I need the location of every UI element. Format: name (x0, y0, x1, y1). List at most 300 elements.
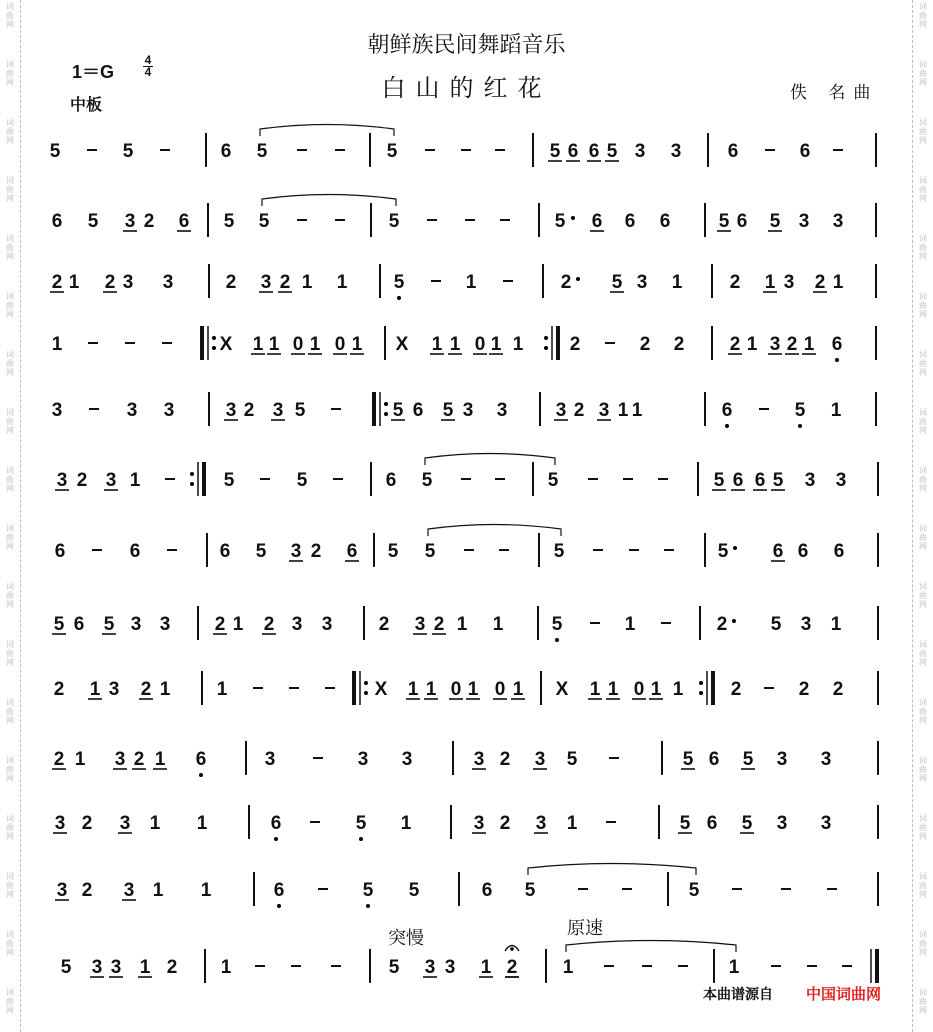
note-number: 3 (424, 957, 436, 978)
note-number: 6 (385, 470, 397, 491)
note-number: 6 (220, 141, 232, 162)
note-number: 1 (631, 400, 643, 421)
note-number: 3 (835, 470, 847, 491)
note-number: 5 (606, 141, 618, 162)
slur-tie (262, 195, 396, 207)
note-number: 3 (357, 749, 369, 770)
note-number: 6 (54, 541, 66, 562)
note-number: 3 (634, 141, 646, 162)
note-number: 3 (636, 272, 648, 293)
repeat-dot (364, 681, 368, 685)
note-number: 1 (456, 614, 468, 635)
note-number: 5 (442, 400, 454, 421)
note-number: 5 (554, 211, 566, 232)
note-number: 3 (800, 614, 812, 635)
note-number: 6 (591, 211, 603, 232)
note-number: 5 (611, 272, 623, 293)
note-number: 6 (772, 541, 784, 562)
percussion-mark: X (395, 334, 409, 355)
note-number: 5 (772, 470, 784, 491)
note-number: 2 (166, 957, 178, 978)
note-number: 1 (51, 334, 63, 355)
slur-tie (260, 125, 394, 137)
note-number: 2 (814, 272, 826, 293)
watermark-text: 词 曲 网 (6, 118, 14, 145)
watermark-text: 词 曲 网 (6, 60, 14, 87)
note-number: 1 (607, 679, 619, 700)
note-number: 1 (159, 679, 171, 700)
lower-octave-dot (277, 904, 281, 908)
note-number: 1 (589, 679, 601, 700)
note-number: 1 (562, 957, 574, 978)
note-number: 6 (588, 141, 600, 162)
source-site-link[interactable]: 中国词曲网 (806, 985, 882, 1003)
note-number: 6 (412, 400, 424, 421)
note-number: 6 (51, 211, 63, 232)
note-number: 3 (123, 880, 135, 901)
note-number: 3 (769, 334, 781, 355)
repeat-dot (544, 346, 548, 350)
note-number: 3 (462, 400, 474, 421)
note-number: 3 (670, 141, 682, 162)
note-number: 2 (263, 614, 275, 635)
note-number: 5 (387, 541, 399, 562)
note-number: 0 (474, 334, 486, 355)
repeat-dot (212, 336, 216, 340)
note-number: 6 (195, 749, 207, 770)
note-number: 5 (717, 541, 729, 562)
note-number: 1 (830, 614, 842, 635)
note-number: 3 (820, 813, 832, 834)
note-number: 1 (196, 813, 208, 834)
note-number: 1 (68, 272, 80, 293)
note-number: 1 (566, 813, 578, 834)
note-number: 3 (163, 400, 175, 421)
note-number: 5 (682, 749, 694, 770)
note-number: 6 (659, 211, 671, 232)
note-number: 3 (126, 400, 138, 421)
watermark-text: 词 曲 网 (6, 582, 14, 609)
note-number: 5 (362, 880, 374, 901)
lower-octave-dot (274, 837, 278, 841)
note-number: 1 (200, 880, 212, 901)
note-number: 5 (551, 614, 563, 635)
note-number: 1 (216, 679, 228, 700)
note-number: 6 (567, 141, 579, 162)
note-number: 2 (104, 272, 116, 293)
note-number: 2 (730, 679, 742, 700)
note-number: 3 (291, 614, 303, 635)
watermark-text: 词 曲 网 (919, 292, 927, 319)
note-number: 3 (124, 211, 136, 232)
note-number: 2 (51, 272, 63, 293)
note-number: 3 (414, 614, 426, 635)
watermark-text: 词 曲 网 (6, 698, 14, 725)
note-number: 2 (243, 400, 255, 421)
note-number: 1 (74, 749, 86, 770)
source-label: 本曲谱源自 (703, 987, 773, 1003)
note-number: 1 (512, 334, 524, 355)
note-number: 1 (336, 272, 348, 293)
note-number: 3 (162, 272, 174, 293)
note-number: 1 (400, 813, 412, 834)
note-number: 2 (310, 541, 322, 562)
note-number: 2 (76, 470, 88, 491)
watermark-text: 词 曲 网 (919, 698, 927, 725)
note-number: 3 (401, 749, 413, 770)
note-number: 6 (831, 334, 843, 355)
note-number: 6 (833, 541, 845, 562)
note-number: 5 (566, 749, 578, 770)
note-number: 1 (746, 334, 758, 355)
lower-octave-dot (366, 904, 370, 908)
note-number: 2 (214, 614, 226, 635)
note-number: 6 (797, 541, 809, 562)
note-number: 3 (105, 470, 117, 491)
note-number: 5 (256, 141, 268, 162)
note-number: 2 (798, 679, 810, 700)
repeat-dot (699, 681, 703, 685)
note-number: 3 (110, 957, 122, 978)
repeat-dot (212, 346, 216, 350)
note-number: 6 (273, 880, 285, 901)
note-number: 2 (729, 272, 741, 293)
note-number: 3 (51, 400, 63, 421)
slur-tie (425, 454, 555, 466)
note-number: 3 (832, 211, 844, 232)
note-number: 3 (56, 880, 68, 901)
note-number: 6 (736, 211, 748, 232)
note-number: 5 (255, 541, 267, 562)
note-number: 2 (573, 400, 585, 421)
lower-octave-dot (835, 358, 839, 362)
note-number: 0 (450, 679, 462, 700)
percussion-mark: X (374, 679, 388, 700)
note-number: 5 (386, 141, 398, 162)
note-number: 3 (776, 813, 788, 834)
watermark-text: 词 曲 网 (6, 524, 14, 551)
note-number: 3 (598, 400, 610, 421)
note-number: 1 (624, 614, 636, 635)
note-number: 6 (481, 880, 493, 901)
note-number: 5 (408, 880, 420, 901)
note-number: 2 (560, 272, 572, 293)
watermark-text: 词 曲 网 (919, 756, 927, 783)
note-number: 1 (252, 334, 264, 355)
note-number: 1 (220, 957, 232, 978)
note-number: 1 (309, 334, 321, 355)
note-number: 1 (89, 679, 101, 700)
note-number: 3 (804, 470, 816, 491)
note-number: 5 (388, 211, 400, 232)
slur-tie (528, 864, 696, 876)
note-number: 3 (264, 749, 276, 770)
note-number: 3 (54, 813, 66, 834)
note-number: 5 (770, 614, 782, 635)
note-number: 1 (154, 749, 166, 770)
note-number: 5 (741, 813, 753, 834)
note-number: 1 (803, 334, 815, 355)
note-number: 0 (494, 679, 506, 700)
percussion-mark: X (555, 679, 569, 700)
note-number: 5 (87, 211, 99, 232)
note-number: 3 (91, 957, 103, 978)
note-number: 6 (706, 813, 718, 834)
note-number: 6 (727, 141, 739, 162)
note-number: 5 (60, 957, 72, 978)
note-number: 5 (794, 400, 806, 421)
augmentation-dot (576, 277, 580, 281)
note-number: 2 (729, 334, 741, 355)
note-number: 2 (140, 679, 152, 700)
note-number: 1 (728, 957, 740, 978)
note-number: 1 (139, 957, 151, 978)
note-number: 3 (473, 813, 485, 834)
note-number: 6 (219, 541, 231, 562)
watermark-text: 词 曲 网 (6, 350, 14, 377)
note-number: 3 (225, 400, 237, 421)
note-number: 1 (232, 614, 244, 635)
note-number: 1 (764, 272, 776, 293)
note-number: 2 (569, 334, 581, 355)
note-number: 5 (688, 880, 700, 901)
note-number: 3 (798, 211, 810, 232)
repeat-dot (190, 472, 194, 476)
note-number: 3 (776, 749, 788, 770)
note-number: 3 (119, 813, 131, 834)
watermark-text: 词 曲 网 (919, 872, 927, 899)
lower-octave-dot (359, 837, 363, 841)
note-number: 2 (832, 679, 844, 700)
note-number: 1 (431, 334, 443, 355)
lower-octave-dot (199, 773, 203, 777)
note-number: 5 (296, 470, 308, 491)
note-number: 2 (279, 272, 291, 293)
percussion-mark: X (219, 334, 233, 355)
note-number: 3 (444, 957, 456, 978)
watermark-text: 词 曲 网 (919, 524, 927, 551)
note-number: 5 (392, 400, 404, 421)
note-number: 2 (499, 813, 511, 834)
repeat-dot (384, 402, 388, 406)
note-number: 5 (769, 211, 781, 232)
note-number: 5 (524, 880, 536, 901)
note-number: 3 (272, 400, 284, 421)
watermark-text: 词 曲 网 (6, 814, 14, 841)
repeat-dot (384, 412, 388, 416)
watermark-text: 词 曲 网 (919, 930, 927, 957)
note-number: 2 (378, 614, 390, 635)
note-number: 1 (671, 272, 683, 293)
note-number: 3 (534, 749, 546, 770)
note-number: 5 (421, 470, 433, 491)
note-number: 1 (351, 334, 363, 355)
note-number: 3 (321, 614, 333, 635)
watermark-text: 词 曲 网 (6, 872, 14, 899)
note-number: 3 (473, 749, 485, 770)
note-number: 5 (223, 470, 235, 491)
watermark-text: 词 曲 网 (919, 176, 927, 203)
watermark-text: 词 曲 网 (919, 350, 927, 377)
watermark-text: 词 曲 网 (6, 176, 14, 203)
note-number: 6 (799, 141, 811, 162)
note-number: 6 (270, 813, 282, 834)
note-number: 5 (49, 141, 61, 162)
note-number: 1 (650, 679, 662, 700)
note-number: 2 (225, 272, 237, 293)
watermark-text: 词 曲 网 (6, 2, 14, 29)
note-number: 3 (555, 400, 567, 421)
note-number: 5 (718, 211, 730, 232)
watermark-text: 词 曲 网 (6, 408, 14, 435)
key-signature: 1＝G (72, 62, 115, 82)
song-title: 朝鲜族民间舞蹈音乐 (367, 33, 566, 58)
note-number: 5 (258, 211, 270, 232)
note-number: 6 (732, 470, 744, 491)
note-number: 5 (388, 957, 400, 978)
note-number: 1 (301, 272, 313, 293)
note-number: 2 (143, 211, 155, 232)
note-number: 5 (355, 813, 367, 834)
watermark-text: 词 曲 网 (6, 988, 14, 1015)
note-number: 2 (786, 334, 798, 355)
lower-octave-dot (725, 424, 729, 428)
note-number: 2 (506, 957, 518, 978)
note-number: 1 (467, 679, 479, 700)
slur-tie (566, 941, 736, 953)
watermark-text: 词 曲 网 (919, 640, 927, 667)
note-number: 1 (425, 679, 437, 700)
note-number: 5 (103, 614, 115, 635)
note-number: 2 (433, 614, 445, 635)
note-number: 1 (149, 813, 161, 834)
slur-tie (428, 525, 561, 537)
note-number: 1 (449, 334, 461, 355)
watermark-text: 词 曲 网 (919, 234, 927, 261)
note-number: 5 (223, 211, 235, 232)
note-number: 3 (496, 400, 508, 421)
note-number: 0 (334, 334, 346, 355)
note-number: 1 (832, 272, 844, 293)
note-number: 1 (129, 470, 141, 491)
note-number: 1 (268, 334, 280, 355)
note-number: 5 (553, 541, 565, 562)
note-number: 2 (716, 614, 728, 635)
watermark-text: 词 曲 网 (6, 640, 14, 667)
note-number: 5 (547, 470, 559, 491)
note-number: 5 (424, 541, 436, 562)
note-number: 6 (708, 749, 720, 770)
time-signature-bottom: 4 (144, 65, 152, 79)
watermark-text: 词 曲 网 (919, 408, 927, 435)
watermark-text: 词 曲 网 (6, 930, 14, 957)
note-number: 2 (53, 679, 65, 700)
note-number: 3 (56, 470, 68, 491)
watermark-text: 词 曲 网 (919, 582, 927, 609)
note-number: 2 (133, 749, 145, 770)
note-number: 5 (294, 400, 306, 421)
note-number: 3 (290, 541, 302, 562)
note-number: 2 (53, 749, 65, 770)
watermark-text: 词 曲 网 (6, 234, 14, 261)
time-signature-top: 4 (144, 53, 152, 67)
note-number: 2 (499, 749, 511, 770)
note-number: 1 (512, 679, 524, 700)
note-number: 0 (633, 679, 645, 700)
repeat-dot (364, 691, 368, 695)
watermark-text: 词 曲 网 (919, 60, 927, 87)
note-number: 5 (122, 141, 134, 162)
note-number: 6 (178, 211, 190, 232)
note-number: 6 (721, 400, 733, 421)
original-tempo-annotation: 原速 (567, 918, 603, 939)
watermark-text: 词 曲 网 (6, 466, 14, 493)
augmentation-dot (733, 546, 737, 550)
note-number: 2 (639, 334, 651, 355)
note-number: 3 (820, 749, 832, 770)
note-number: 3 (535, 813, 547, 834)
note-number: 2 (673, 334, 685, 355)
note-number: 3 (260, 272, 272, 293)
repeat-dot (699, 691, 703, 695)
augmentation-dot (732, 619, 736, 623)
note-number: 2 (81, 813, 93, 834)
watermark-text: 词 曲 网 (6, 756, 14, 783)
augmentation-dot (571, 216, 575, 220)
note-number: 6 (73, 614, 85, 635)
note-number: 1 (490, 334, 502, 355)
fermata-dot (510, 947, 514, 951)
note-number: 1 (480, 957, 492, 978)
note-number: 3 (122, 272, 134, 293)
note-number: 6 (346, 541, 358, 562)
note-number: 6 (624, 211, 636, 232)
tempo-marking: 中板 (70, 95, 103, 114)
note-number: 3 (108, 679, 120, 700)
note-number: 5 (713, 470, 725, 491)
note-number: 1 (152, 880, 164, 901)
composer-credit: 佚 名曲 (790, 83, 879, 103)
note-number: 5 (742, 749, 754, 770)
note-number: 5 (393, 272, 405, 293)
note-number: 5 (53, 614, 65, 635)
note-number: 1 (465, 272, 477, 293)
note-number: 3 (114, 749, 126, 770)
note-number: 3 (783, 272, 795, 293)
note-number: 5 (549, 141, 561, 162)
note-number: 1 (492, 614, 504, 635)
note-number: 1 (830, 400, 842, 421)
note-number: 0 (292, 334, 304, 355)
song-subtitle: 白山的红花 (381, 74, 552, 102)
note-number: 5 (679, 813, 691, 834)
repeat-dot (190, 482, 194, 486)
repeat-dot (544, 336, 548, 340)
note-number: 2 (81, 880, 93, 901)
note-number: 6 (754, 470, 766, 491)
note-number: 6 (129, 541, 141, 562)
note-number: 1 (672, 679, 684, 700)
watermark-text: 词 曲 网 (919, 988, 927, 1015)
note-number: 3 (159, 614, 171, 635)
sudden-slow-annotation: 突慢 (388, 928, 424, 949)
note-number: 3 (130, 614, 142, 635)
watermark-text: 词 曲 网 (919, 2, 927, 29)
lower-octave-dot (397, 296, 401, 300)
watermark-text: 词 曲 网 (6, 292, 14, 319)
lower-octave-dot (798, 424, 802, 428)
note-number: 1 (617, 400, 629, 421)
